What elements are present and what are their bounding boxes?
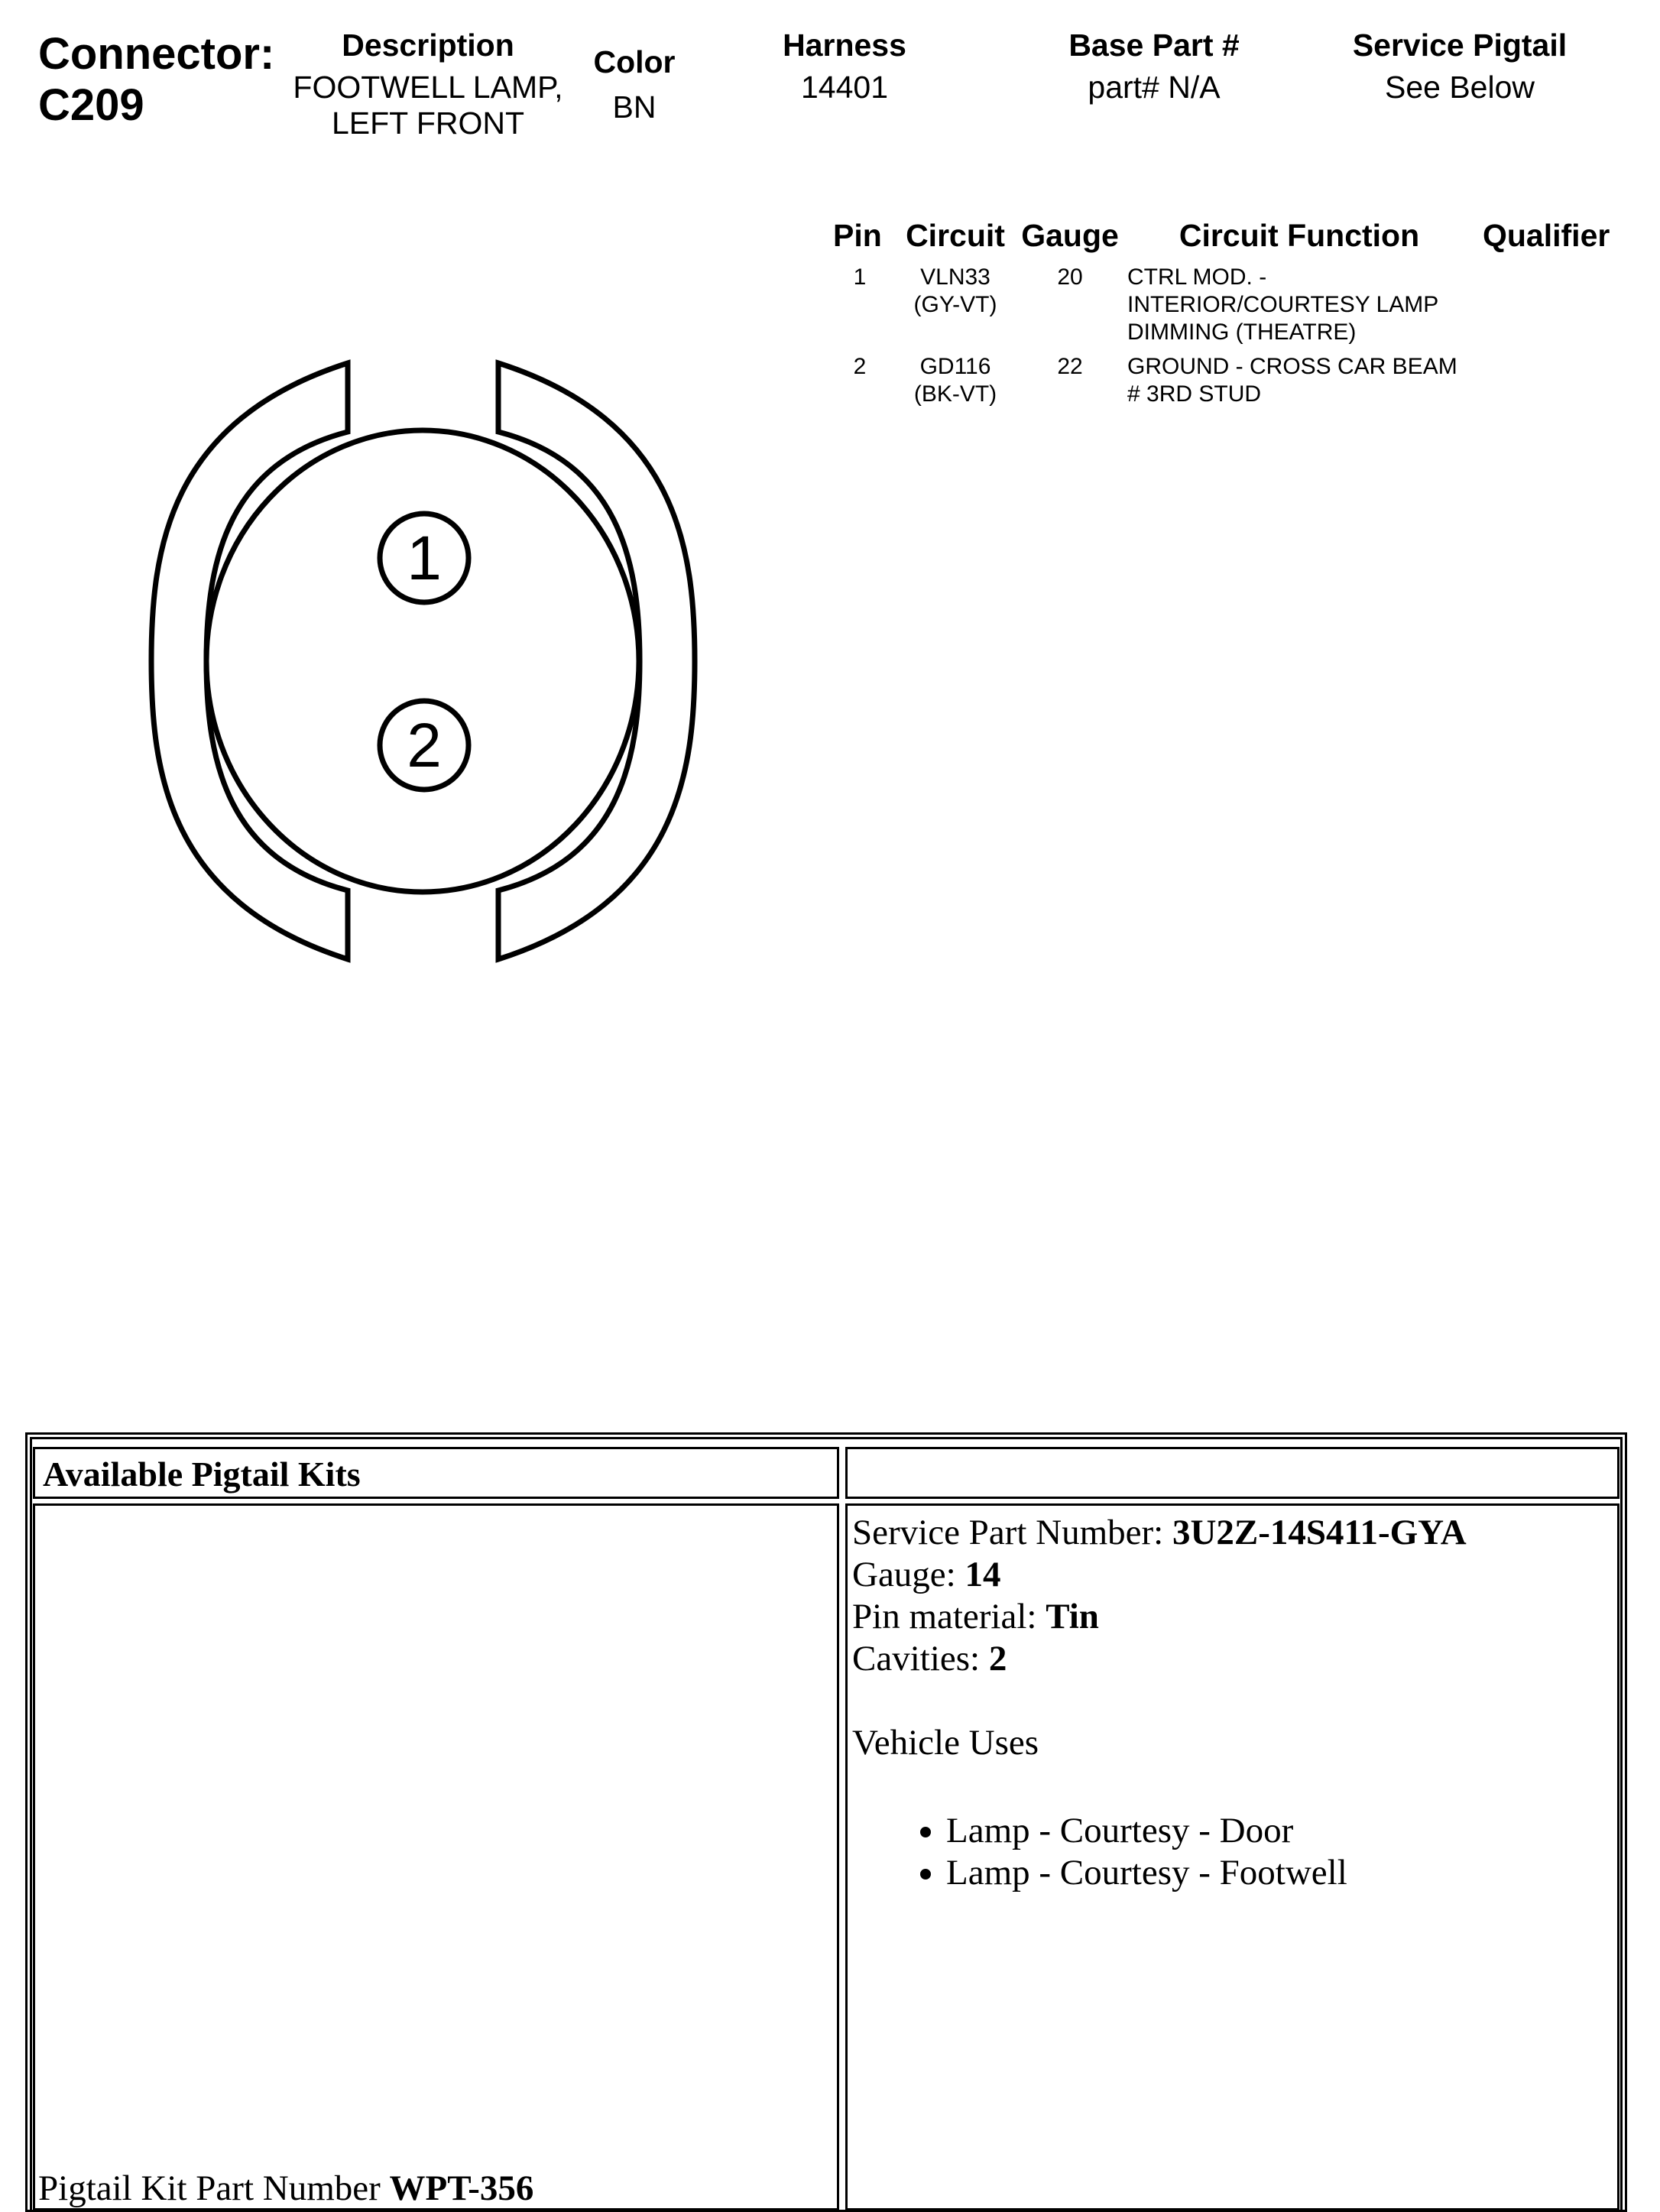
harness-label: Harness	[783, 28, 906, 63]
service-part-row	[852, 1512, 1614, 1554]
pin-row-1-function	[1127, 264, 1487, 346]
service-pigtail-label: Service Pigtail	[1352, 28, 1568, 63]
circuit-code: VLN33	[920, 264, 990, 290]
pigtail-info	[848, 1506, 1617, 1894]
pigtail-title: Available Pigtail Kits	[43, 1455, 361, 1494]
pin-row-1-circuit	[894, 264, 1016, 319]
description-column	[260, 28, 596, 141]
gauge-value: 14	[965, 1555, 1001, 1594]
pin-material-label: Pin material:	[852, 1597, 1037, 1636]
cavities-row	[852, 1638, 1614, 1680]
pigtail-title-right-cell	[845, 1447, 1619, 1499]
connector-label: Connector:	[38, 29, 275, 79]
pin-header: Pin	[833, 218, 882, 253]
color-column	[569, 44, 699, 125]
connector-id: C209	[38, 79, 144, 130]
circuit-code: GD116	[919, 354, 991, 379]
pin-row-1-pin: 1	[853, 264, 867, 290]
function-line: GROUND - CROSS CAR BEAM	[1127, 354, 1457, 379]
function-line: # 3RD STUD	[1127, 381, 1262, 407]
pin-row-1-gauge: 20	[1057, 264, 1083, 290]
kit-part-number: WPT-356	[389, 2168, 534, 2208]
pigtail-kit-part	[38, 2168, 533, 2210]
pin-row-2-pin: 2	[853, 354, 867, 379]
connector-shell-left	[151, 363, 348, 959]
circuit-header: Circuit	[906, 218, 1005, 253]
connector-shell-right	[498, 363, 695, 959]
connector-face-diagram	[145, 352, 711, 978]
pin-material-value: Tin	[1046, 1597, 1099, 1636]
cavities-label: Cavities:	[852, 1639, 981, 1678]
pigtail-info-cell	[845, 1503, 1619, 2210]
color-label: Color	[593, 44, 676, 79]
description-value-line1: FOOTWELL LAMP,	[293, 70, 563, 105]
description-label: Description	[342, 28, 514, 63]
harness-value: 14401	[800, 70, 888, 105]
circuit-color: (GY-VT)	[913, 292, 997, 317]
pigtail-kit-cell	[33, 1503, 839, 2210]
pin-row-2-function	[1127, 353, 1487, 408]
base-part-column	[1024, 28, 1284, 105]
color-value: BN	[612, 89, 657, 125]
pin-1-label: 1	[407, 524, 442, 593]
circuit-function-header: Circuit Function	[1179, 218, 1420, 253]
function-line: INTERIOR/COURTESY LAMP	[1127, 292, 1439, 317]
gauge-label: Gauge:	[852, 1555, 956, 1594]
service-pigtail-value: See Below	[1384, 70, 1535, 105]
service-part-label: Service Part Number:	[852, 1513, 1164, 1552]
cavities-value: 2	[988, 1639, 1007, 1678]
qualifier-header: Qualifier	[1483, 218, 1610, 253]
vehicle-uses-list	[852, 1810, 1614, 1894]
base-part-value: part# N/A	[1088, 70, 1221, 105]
vehicle-use-item: • Lamp - Courtesy - Footwell	[946, 1852, 1614, 1894]
pin-row-2-gauge: 22	[1057, 354, 1083, 379]
description-value-line2: LEFT FRONT	[331, 105, 525, 141]
kit-part-label: Pigtail Kit Part Number	[38, 2168, 381, 2208]
pin-row-2-circuit	[894, 353, 1016, 408]
circuit-color: (BK-VT)	[913, 381, 997, 407]
connector-title	[38, 29, 274, 131]
pin-2-label: 2	[407, 711, 442, 780]
vehicle-uses-label: Vehicle Uses	[852, 1723, 1039, 1763]
pigtail-title-cell	[33, 1447, 839, 1499]
service-pigtail-column	[1322, 28, 1597, 105]
connector-face	[206, 430, 639, 892]
gauge-row	[852, 1554, 1614, 1596]
pin-material-row	[852, 1596, 1614, 1638]
function-line: CTRL MOD. -	[1127, 264, 1267, 290]
function-line: DIMMING (THEATRE)	[1127, 319, 1357, 345]
harness-column	[734, 28, 955, 105]
base-part-label: Base Part #	[1068, 28, 1240, 63]
service-part-number: 3U2Z-14S411-GYA	[1172, 1513, 1467, 1552]
gauge-header: Gauge	[1021, 218, 1119, 253]
vehicle-use-item: • Lamp - Courtesy - Door	[946, 1810, 1614, 1852]
